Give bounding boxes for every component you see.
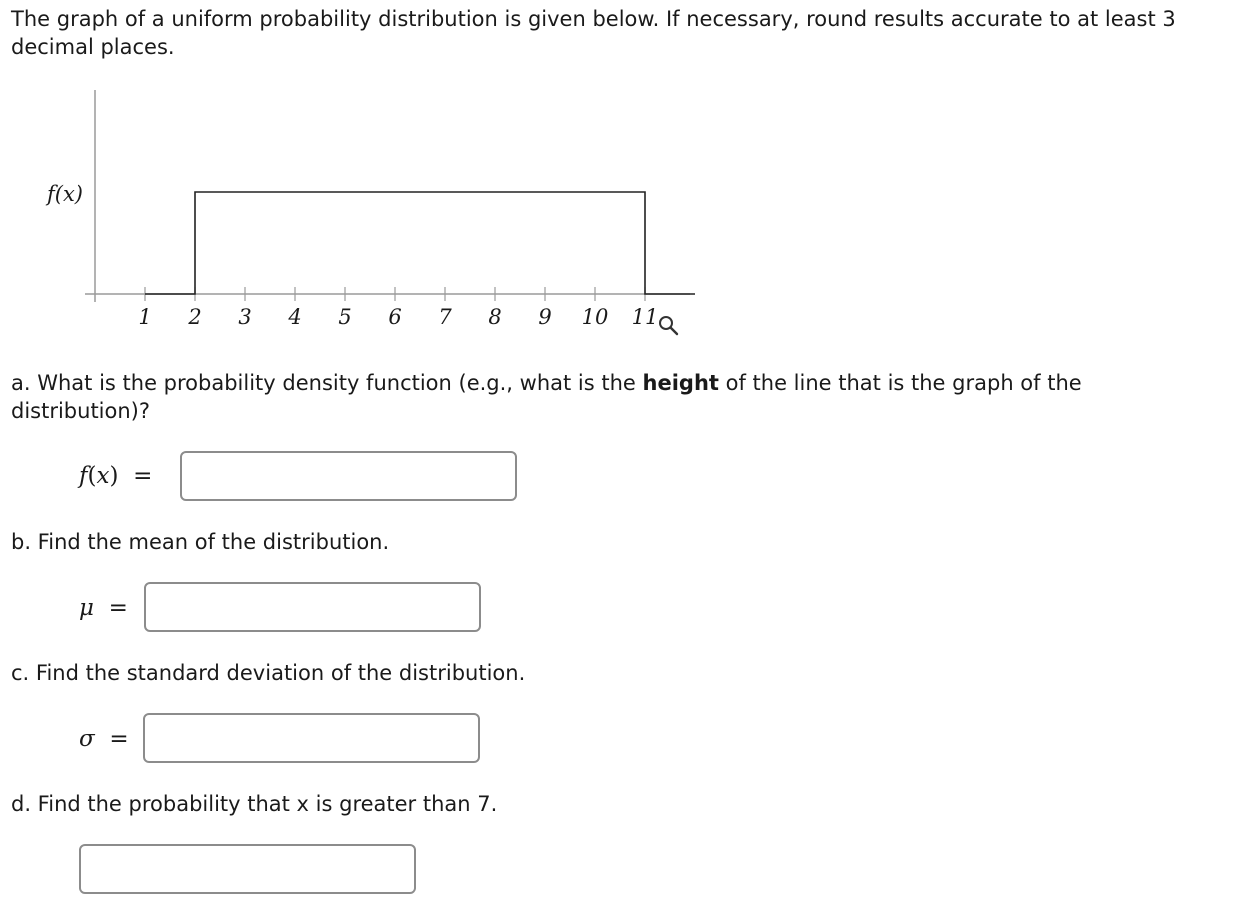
- std-dev-input[interactable]: [143, 713, 480, 763]
- uniform-distribution-graph: [0, 80, 700, 340]
- x-tick-label: 2: [188, 305, 202, 329]
- magnifier-icon[interactable]: [660, 317, 677, 334]
- x-tick-label: 7: [438, 305, 452, 329]
- x-tick-label: 11: [631, 305, 659, 329]
- problem-intro: The graph of a uniform probability distribution is given below. If necessary, round results accurate to at least 3 decimal places.: [11, 7, 1176, 59]
- x-tick-label: 8: [488, 305, 502, 329]
- fx-label: f(x) =: [79, 463, 153, 489]
- question-a-bold: height: [642, 371, 719, 395]
- question-a: [11, 369, 1191, 425]
- x-tick-label: 10: [581, 305, 609, 329]
- question-c: c. Find the standard deviation of the distribution.: [11, 661, 526, 685]
- x-tick-label: 3: [238, 305, 252, 329]
- x-tick-label: 4: [288, 305, 302, 329]
- question-b: b. Find the mean of the distribution.: [11, 530, 390, 554]
- mean-input[interactable]: [144, 582, 481, 632]
- question-d: d. Find the probability that x is greater than 7.: [11, 792, 498, 816]
- x-tick-label: 1: [138, 305, 152, 329]
- x-tick-label: 6: [388, 305, 402, 329]
- y-axis-label: f(x): [47, 182, 84, 206]
- mu-symbol: μ: [79, 595, 94, 621]
- fx-label-fn: f: [79, 463, 88, 489]
- pdf-height-input[interactable]: [180, 451, 517, 501]
- x-tick-label: 9: [538, 305, 552, 329]
- density-line: [145, 192, 695, 294]
- sigma-symbol: σ: [79, 726, 95, 752]
- sigma-label: σ =: [79, 726, 129, 752]
- probability-input[interactable]: [79, 844, 416, 894]
- question-a-text-pre: a. What is the probability density function (e.g., what is the: [11, 371, 643, 395]
- question-a-text-post: of the line that is the graph of the distribution)?: [11, 371, 1082, 423]
- x-tick-label: 5: [338, 305, 352, 329]
- mu-label: μ =: [79, 595, 128, 621]
- fx-label-arg: x: [96, 463, 110, 489]
